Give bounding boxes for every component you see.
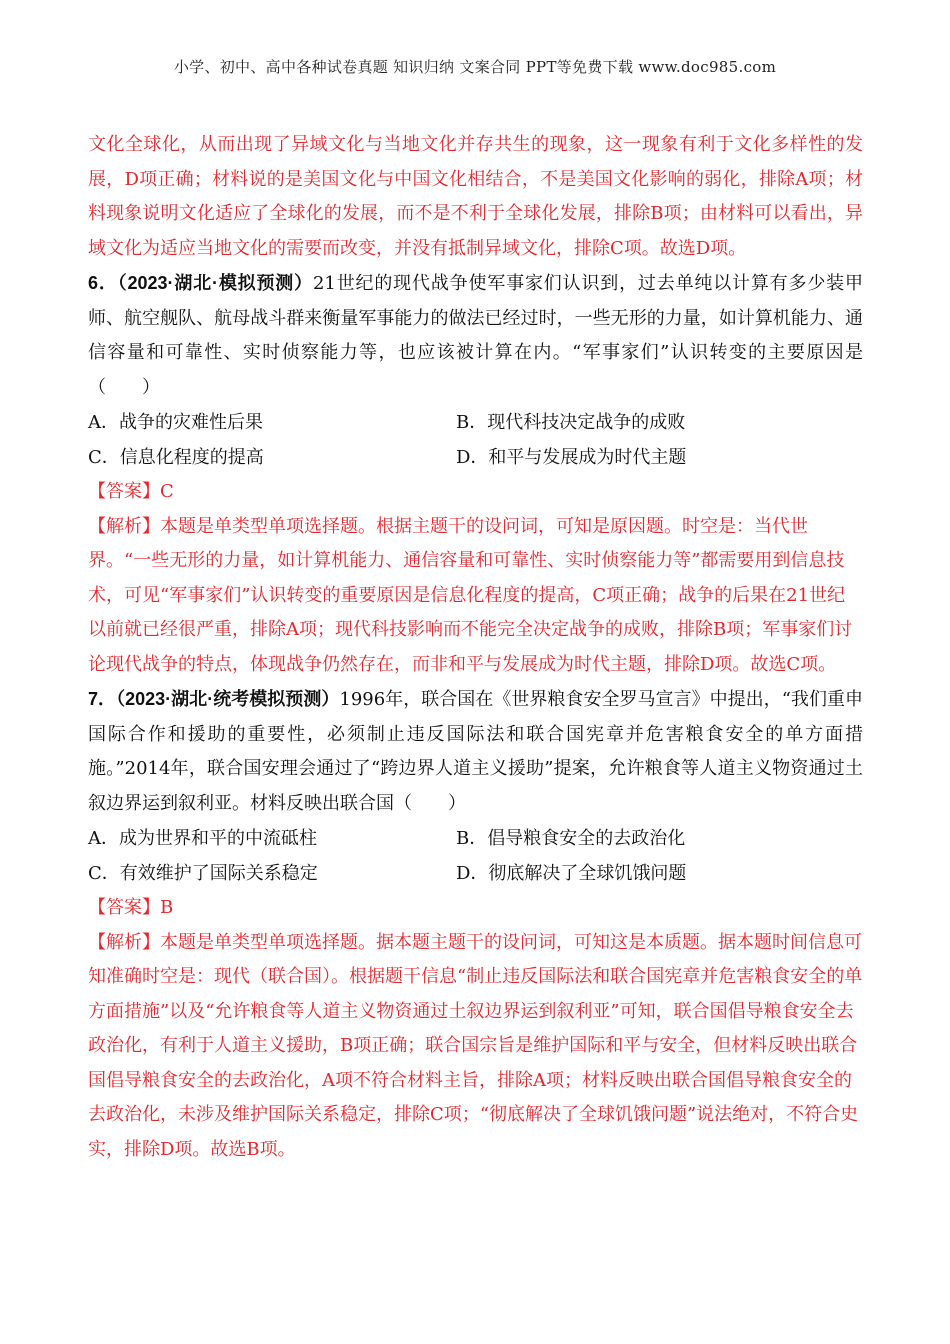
question-7-analysis: 【解析】本题是单类型单项选择题。据本题主题干的设问词，可知这是本质题。据本题时间信息可知准确时空是：现代（联合国）。根据题干信息“制止违反国际法和联合国宪章并危害粮食安全的单方面措施”以及“允许粮食等人道主义物资通过土叙边界运到叙利亚”可知，联合国倡导粮食安全去政治化，有利于人道主义援助，B项正确；联合国宗旨是维护国际和平与安全，但材料反映出联合国倡导粮食安全的去政治化，A项不符合材料主旨，排除A项；材料反映出联合国倡导粮食安全的去政治化，未涉及维护国际关系稳定，排除C项；“彻底解决了全球饥饿问题”说法绝对，不符合史实，排除D项。故选B项。 (88, 931, 863, 1160)
question-6-option-b: B．现代科技决定战争的成败 (456, 412, 686, 433)
question-6-answer: 【答案】C (88, 481, 174, 502)
question-6-source: （2023·湖北·模拟预测） (117, 273, 313, 293)
question-6-option-d: D．和平与发展成为时代主题 (456, 447, 687, 468)
question-7-option-b: B．倡导粮食安全的去政治化 (456, 828, 686, 849)
previous-analysis-continuation: 文化全球化，从而出现了异域文化与当地文化并存共生的现象，这一现象有利于文化多样性的发展，D项正确；材料说的是美国文化与中国文化相结合，不是美国文化影响的弱化，排除A项；材料现象说明文化适应了全球化的发展，而不是不利于全球化发展，排除B项；由材料可以看出，异域文化为适应当地文化的需要而改变，并没有抵制异域文化，排除C项。故选D项。 (88, 134, 863, 259)
question-6 (88, 266, 863, 682)
question-6-options (88, 405, 863, 475)
question-6-stem: 21世纪的现代战争使军事家们认识到，过去单纯以计算有多少装甲师、航空舰队、航母战斗群来衡量军事能力的做法已经过时，一些无形的力量，如计算机能力、通信容量和可靠性、实时侦察能力等，也应该被计算在内。“军事家们”认识转变的主要原因是（ ） (88, 273, 864, 398)
question-7-answer: 【答案】B (88, 897, 174, 918)
page-content (88, 128, 863, 1167)
question-7 (88, 682, 863, 1167)
question-6-option-c: C．信息化程度的提高 (88, 447, 264, 468)
question-7-stem-paragraph (88, 682, 863, 821)
question-6-stem-paragraph (88, 266, 863, 405)
question-7-stem: 1996年，联合国在《世界粮食安全罗马宣言》中提出，“我们重申国际合作和援助的重要性，必须制止违反国际法和联合国宪章并危害粮食安全的单方面措施。”2014年，联合国安理会通过了“跨边界人道主义援助”提案，允许粮食等人道主义物资通过土叙边界运到叙利亚。材料反映出联合国（ ） (88, 689, 864, 814)
question-7-number: 7． (88, 689, 117, 709)
page-header: 小学、初中、高中各种试卷真题 知识归纳 文案合同 PPT等免费下载 www.doc985.com (173, 58, 777, 76)
question-7-option-c: C．有效维护了国际关系稳定 (88, 863, 318, 884)
question-6-option-a: A．战争的灾难性后果 (88, 412, 263, 433)
question-7-option-a: A．成为世界和平的中流砥柱 (88, 828, 317, 849)
question-6-analysis: 【解析】本题是单类型单项选择题。根据主题干的设问词，可知是原因题。时空是：当代世界。“一些无形的力量，如计算机能力、通信容量和可靠性、实时侦察能力等”都需要用到信息技术，可见“军事家们”认识转变的重要原因是信息化程度的提高，C项正确；战争的后果在21世纪以前就已经很严重，排除A项；现代科技影响而不能完全决定战争的成败，排除B项；军事家们讨论现代战争的特点，体现战争仍然存在，而非和平与发展成为时代主题，排除D项。故选C项。 (88, 515, 853, 675)
question-7-source: （2023·湖北·统考模拟预测） (116, 689, 340, 709)
question-7-options (88, 821, 863, 891)
question-6-number: 6． (88, 273, 118, 293)
question-7-option-d: D．彻底解决了全球饥饿问题 (456, 863, 687, 884)
